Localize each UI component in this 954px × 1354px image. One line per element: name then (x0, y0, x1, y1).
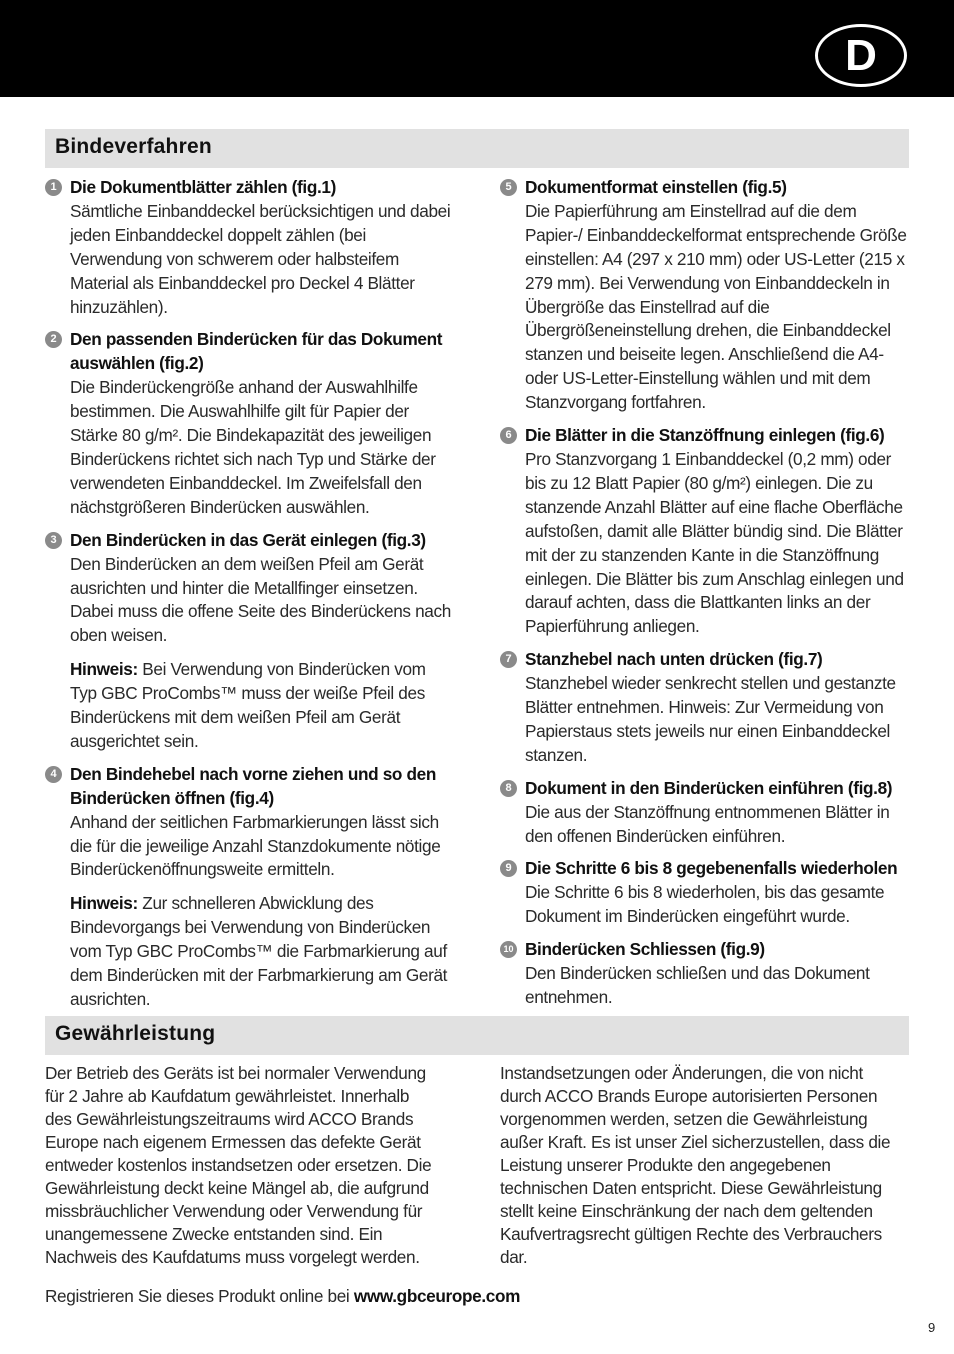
step-body: Anhand der seitlichen Farbmarkierungen lässt sich die für die jeweilige Anzahl Stanzdokumente nötige Binderückenöffnungsweite ermitteln. (70, 811, 441, 880)
step-body: Sämtliche Einbanddeckel berücksichtigen und dabei jeden Einbanddeckel doppelt zählen (bei Verwendung von schwerem oder halbsteifem Material als Einbanddeckel pro Deckel 4 Blätter hinzuzählen). (70, 200, 451, 317)
step-3 (45, 529, 455, 754)
note (70, 658, 455, 754)
step-title: Die Blätter in die Stanzöffnung einlegen (fig.6) (525, 425, 885, 446)
step-8 (500, 777, 914, 849)
step-title: Dokument in den Binderücken einführen (fig.8) (525, 777, 893, 798)
step-number-badge: 6 (500, 427, 517, 444)
step-title: Die Dokumentblätter zählen (fig.1) (70, 177, 336, 197)
register-url: www.gbceurope.com (353, 1286, 521, 1306)
step-number-badge: 9 (500, 860, 517, 877)
steps-column-left (45, 176, 455, 1021)
note-text: Bei Verwendung von Binderücken vom Typ GBC ProCombs™ muss der weiße Pfeil des Binderückens mit dem weißen Pfeil am Gerät ausgerichtet sein. (70, 659, 426, 751)
step-number-badge: 3 (45, 532, 62, 549)
steps-column-right (500, 176, 914, 1019)
section-title: Gewährleistung (55, 1022, 216, 1045)
step-title: Den Bindehebel nach vorne ziehen und so den Binderücken öffnen (fig.4) (70, 763, 436, 808)
language-badge: D (815, 24, 907, 87)
step-title: Den passenden Binderücken für das Dokument auswählen (fig.2) (70, 329, 443, 374)
section-title: Bindeverfahren (55, 135, 212, 158)
step-body: Den Binderücken schließen und das Dokument entnehmen. (525, 963, 870, 1007)
step-9 (500, 857, 914, 929)
step-body: Pro Stanzvorgang 1 Einbanddeckel (0,2 mm) oder bis zu 12 Blatt Papier (80 g/m²) einlegen. Die zu stanzende Anzahl Blätter auf eine flache Oberfläche aufstoßen, damit alle Blätter bündig sind. Die Blätter mit der zu stanzenden Kante in die Stanzöffnung einlegen. Die Blätter bis zum Anschlag einlegen und darauf achten, dass die Blattkanten links an der Papierführung anliegen. (525, 448, 904, 637)
step-number-badge: 2 (45, 331, 62, 348)
step-body: Die Binderückengröße anhand der Auswahlhilfe bestimmen. Die Auswahlhilfe gilt für Papier der Stärke 80 g/m². Die Bindekapazität des jeweiligen Binderückens richtet sich nach Typ und Stärke der verwendeten Einbanddeckel. Im Zweifelsfall den nächstgrößeren Binderücken auswählen. (70, 377, 436, 517)
note-label: Hinweis: (70, 659, 138, 680)
step-number-badge: 10 (500, 941, 517, 958)
step-7 (500, 648, 914, 768)
note-text: Zur schnelleren Abwicklung des Bindevorgangs bei Verwendung von Binderücken vom Typ GBC ProCombs™ die Farbmarkierung auf dem Binderücken mit der Farbmarkierung am Gerät ausrichten. (70, 893, 448, 1009)
step-title: Dokumentformat einstellen (fig.5) (525, 177, 787, 197)
step-5 (500, 176, 914, 415)
step-6 (500, 424, 914, 639)
step-number-badge: 7 (500, 651, 517, 668)
warranty-text-left: Der Betrieb des Geräts ist bei normaler Verwendung für 2 Jahre ab Kaufdatum gewährleistet. Innerhalb des Gewährleistungszeitraums wird ACCO Brands Europe nach eigenem Ermessen das defekte Gerät entweder kostenlos instandsetzen oder ersetzen. Die Gewährleistung deckt keine Mängel ab, die aufgrund missbräuchlicher Verwendung oder Verwendung für unangemessene Zwecke entstanden sind. Ein Nachweis des Kaufdatums muss vorgelegt werden. (45, 1063, 432, 1267)
register-text: Registrieren Sie dieses Produkt online bei (45, 1286, 354, 1306)
step-number-badge: 8 (500, 780, 517, 797)
step-10 (500, 938, 914, 1010)
step-body: Die Schritte 6 bis 8 wiederholen, bis das gesamte Dokument im Binderücken eingeführt wurde. (525, 882, 885, 927)
step-title: Die Schritte 6 bis 8 gegebenenfalls wiederholen (525, 858, 898, 879)
step-body: Den Binderücken an dem weißen Pfeil am Gerät ausrichten und hinter die Metallfinger einsetzen. Dabei muss die offene Seite des Binderückens nach oben weisen. (70, 553, 451, 646)
step-body: Stanzhebel wieder senkrecht stellen und gestanzte Blätter entnehmen. Hinweis: Zur Vermeidung von Papierstaus stets jeweils nur einen Einbanddeckel stanzen. (525, 673, 896, 765)
step-4 (45, 763, 455, 1012)
step-title: Den Binderücken in das Gerät einlegen (fig.3) (70, 529, 426, 550)
section-header-binding (45, 129, 909, 168)
section-header-warranty (45, 1016, 909, 1055)
register-line (45, 1286, 520, 1307)
step-2 (45, 328, 455, 519)
step-title: Binderücken Schliessen (fig.9) (525, 939, 765, 960)
warranty-text-right: Instandsetzungen oder Änderungen, die von nicht durch ACCO Brands Europe autorisierten Personen vorgenommen werden, setzen die Gewährleistung außer Kraft. Es ist unser Ziel sicherzustellen, dass die Leistung unserer Produkte den angegebenen technischen Daten entspricht. Diese Gewährleistung stellt keine Einschränkung der nach dem geltenden Kaufvertragsrecht gültigen Rechte des Verbrauchers dar. (500, 1063, 891, 1267)
step-number-badge: 5 (500, 179, 517, 196)
step-body: Die aus der Stanzöffnung entnommenen Blätter in den offenen Binderücken einführen. (525, 801, 890, 846)
page-number: 9 (928, 1320, 936, 1335)
step-title: Stanzhebel nach unten drücken (fig.7) (525, 649, 823, 670)
step-number-badge: 4 (45, 766, 62, 783)
note-label: Hinweis: (70, 893, 138, 914)
header-bar (0, 0, 954, 97)
step-number-badge: 1 (45, 179, 62, 196)
step-1 (45, 176, 455, 319)
note (70, 892, 455, 1012)
step-body: Die Papierführung am Einstellrad auf die dem Papier-/ Einbanddeckelformat entsprechende Größe einstellen: A4 (297 x 210 mm) oder US-Letter (215 x 279 mm). Bei Verwendung von Einbanddeckeln in Übergröße das Einstellrad auf die Übergrößeneinstellung drehen, die Einbanddeckel stanzen und beiseite legen. Anschließend die A4- oder US-Letter-Einstellung wählen und mit dem Stanzvorgang fortfahren. (525, 200, 907, 413)
